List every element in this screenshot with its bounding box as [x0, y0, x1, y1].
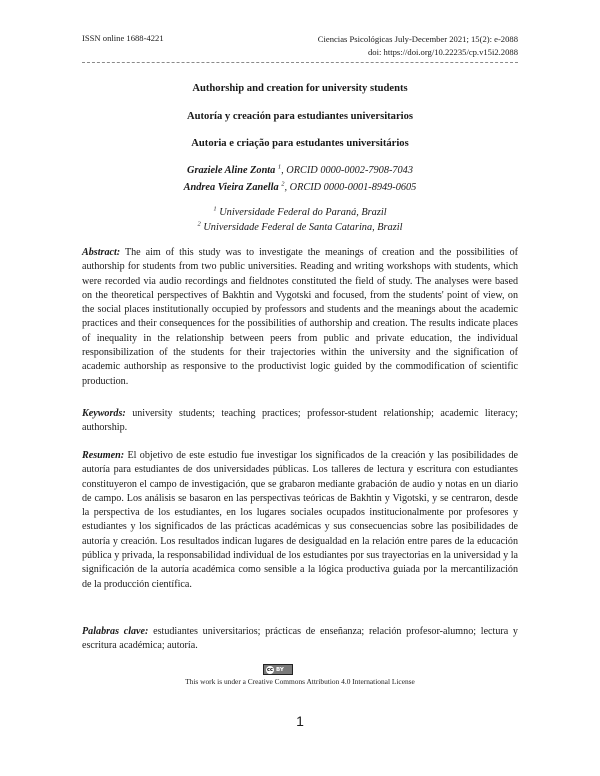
- keywords-spanish: [82, 625, 518, 654]
- affiliation-2: [0, 221, 600, 236]
- author-orcid[interactable]: , ORCID 0000-0002-7908-7043: [281, 165, 413, 176]
- title-portuguese: Autoria e criação para estudantes universitários: [191, 138, 409, 149]
- keywords-english: [82, 407, 518, 436]
- header-divider: [82, 62, 518, 63]
- author-2: [0, 180, 600, 197]
- page-number: 1: [296, 713, 304, 729]
- author-sup: 1: [277, 163, 282, 171]
- abstract-spanish: [82, 449, 518, 592]
- cc-by-license-badge[interactable]: [263, 664, 293, 675]
- author-1: [0, 163, 600, 180]
- license-text: This work is under a Creative Commons Attribution 4.0 International License: [185, 677, 415, 686]
- abstract-text: The aim of this study was to investigate the meanings of creation and the possibilities of authorship for students from two public universities. Reading and writing workshops with students, which were recorded via audio recordings and fieldnotes constituted the field of study. The analyses were based on the theoretical perspectives of Bakhtin and Vygotski and focused, from the students' point of view, on the social places institutionally occupied by professors and students and the meanings about the academic practices and their consequences for the possibilities of authorship and creation. The results indicate places of inequality in the relationship between peers from public and private education, the individual responsibilization of the students for their trajectories within the university and the signification of academic authorship as responsive to the productivist logic guided by the commodification of scientific production.: [82, 247, 518, 387]
- header-doi[interactable]: doi: https://doi.org/10.22235/cp.v15i2.2088: [368, 46, 518, 57]
- affiliation-sup: 1: [213, 205, 217, 213]
- keywords-label: Keywords:: [82, 408, 126, 419]
- author-list: [0, 163, 600, 196]
- title-english: Authorship and creation for university students: [192, 83, 408, 94]
- by-label: BY: [276, 666, 284, 673]
- palabras-text: estudiantes universitarios; prácticas de enseñanza; relación profesor-alumno; lectura y escritura académica; autoría.: [82, 626, 518, 652]
- affiliation-name: Universidade Federal de Santa Catarina, Brazil: [203, 221, 403, 233]
- author-orcid[interactable]: , ORCID 0000-0001-8949-0605: [284, 181, 417, 193]
- resumen-label: Resumen:: [82, 450, 125, 461]
- author-name: Andrea Vieira Zanella: [183, 181, 279, 193]
- cc-icon: cc: [267, 666, 273, 673]
- palabras-label: Palabras clave:: [82, 626, 149, 637]
- abstract-english: [82, 246, 518, 389]
- header-issn: ISSN online 1688-4221: [82, 33, 164, 43]
- header-journal: Ciencias Psicológicas July-December 2021; 15(2): e-2088: [317, 34, 518, 44]
- affiliation-sup: 2: [197, 220, 201, 228]
- affiliation-list: [0, 206, 600, 235]
- keywords-text: university students; teaching practices; professor-student relationship; academic literacy; authorship.: [82, 408, 518, 434]
- header-journal-info: [318, 33, 518, 58]
- author-sup: 2: [281, 180, 285, 188]
- resumen-text: El objetivo de este estudio fue investigar los significados de la creación y las posibilidades de autoría para estudiantes de dos universidades públicas. Los talleres de lectura y escritura con estudiantes constituyeron el campo de investigación, que se grabaron mediante grabación de audio y notas en un diario de campo. Los análisis se basaron en las perspectivas teóricas de Bakhtin y Vigotski, y se centraron, desde la perspectiva de los estudiantes, en los lugares sociales ocupados institucionalmente por profesores y estudiantes y los significados de las prácticas académicas y sus consecuencias sobre las posibilidades de autoría y creación. Los resultados indican lugares de desigualdad en la relación entre pares de la educación pública y privada, la responsabilidad individual de los estudiantes por sus trayectorias en la universidad y la significación de la autoría académica como sensible a la lógica productiva guiada por la mercantilización de la producción científica.: [82, 450, 518, 590]
- abstract-label: Abstract:: [82, 247, 121, 258]
- affiliation-1: [0, 206, 600, 221]
- title-spanish: Autoría y creación para estudiantes universitarios: [186, 111, 414, 122]
- author-name: Graziele Aline Zonta: [187, 165, 276, 176]
- affiliation-name: Universidade Federal do Paraná, Brazil: [219, 207, 387, 218]
